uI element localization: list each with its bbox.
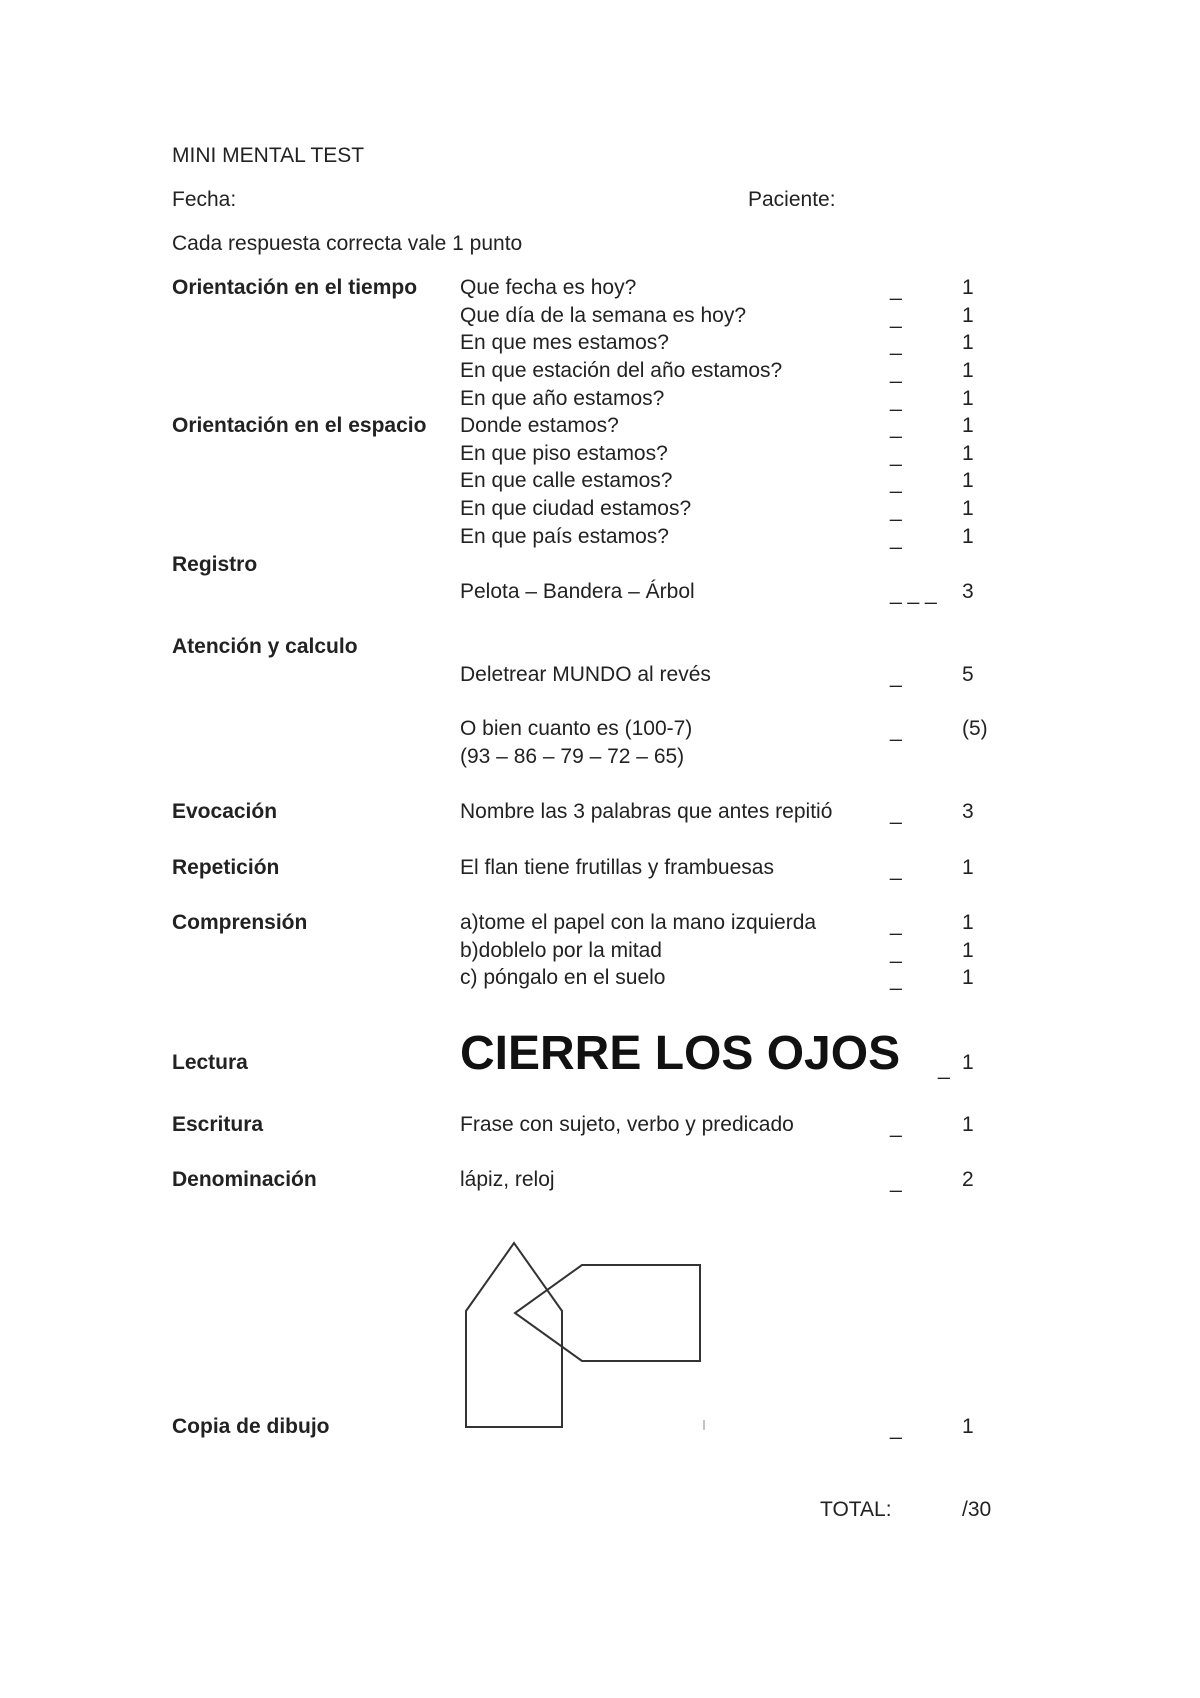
section-repeticion: Repetición bbox=[172, 856, 280, 879]
section-copia-dibujo: Copia de dibujo bbox=[172, 1415, 330, 1438]
points-value: 1 bbox=[962, 525, 974, 548]
answer-blank-triple[interactable]: _ _ _ bbox=[890, 582, 937, 605]
question-text: a)tome el papel con la mano izquierda bbox=[460, 911, 817, 934]
paciente-label: Paciente: bbox=[748, 188, 836, 211]
reading-instruction: CIERRE LOS OJOS bbox=[460, 1027, 901, 1080]
points-value: 1 bbox=[962, 966, 974, 989]
question-text: En que año estamos? bbox=[460, 387, 665, 410]
total-value: /30 bbox=[962, 1498, 992, 1521]
answer-blank[interactable]: _ bbox=[890, 471, 902, 494]
question-text: En que ciudad estamos? bbox=[460, 497, 692, 520]
answer-blank[interactable]: _ bbox=[890, 1417, 902, 1440]
question-text: Donde estamos? bbox=[460, 414, 619, 437]
fecha-label: Fecha: bbox=[172, 188, 237, 211]
section-lectura: Lectura bbox=[172, 1051, 248, 1074]
points-value: 1 bbox=[962, 414, 974, 437]
points-value: 1 bbox=[962, 497, 974, 520]
points-value: 1 bbox=[962, 359, 974, 382]
question-text: En que piso estamos? bbox=[460, 442, 668, 465]
answer-blank[interactable]: _ bbox=[890, 968, 902, 991]
answer-blank[interactable]: _ bbox=[890, 527, 902, 550]
points-value: 1 bbox=[962, 1113, 974, 1136]
section-atencion-calculo: Atención y calculo bbox=[172, 635, 358, 658]
points-value: 1 bbox=[962, 856, 974, 879]
points-value: 1 bbox=[962, 911, 974, 934]
question-text: c) póngalo en el suelo bbox=[460, 966, 666, 989]
question-text: Que fecha es hoy? bbox=[460, 276, 637, 299]
instruction-text: Cada respuesta correcta vale 1 punto bbox=[172, 232, 523, 255]
page-title: MINI MENTAL TEST bbox=[172, 144, 365, 167]
answer-blank[interactable]: _ bbox=[890, 1115, 902, 1138]
points-value: 1 bbox=[962, 276, 974, 299]
question-text: Deletrear MUNDO al revés bbox=[460, 663, 711, 686]
points-value: (5) bbox=[962, 717, 988, 740]
answer-blank[interactable]: _ bbox=[890, 361, 902, 384]
points-value: 2 bbox=[962, 1168, 974, 1191]
answer-blank[interactable]: _ bbox=[890, 333, 902, 356]
section-orientacion-espacio: Orientación en el espacio bbox=[172, 414, 427, 437]
points-value: 3 bbox=[962, 580, 974, 603]
question-text: En que mes estamos? bbox=[460, 331, 669, 354]
answer-blank[interactable]: _ bbox=[938, 1057, 950, 1080]
points-value: 3 bbox=[962, 800, 974, 823]
answer-blank[interactable]: _ bbox=[890, 858, 902, 881]
question-text: Que día de la semana es hoy? bbox=[460, 304, 747, 327]
answer-blank[interactable]: _ bbox=[890, 665, 902, 688]
answer-blank[interactable]: _ bbox=[890, 1170, 902, 1193]
points-value: 1 bbox=[962, 304, 974, 327]
section-comprension: Comprensión bbox=[172, 911, 308, 934]
question-text: En que calle estamos? bbox=[460, 469, 673, 492]
answer-blank[interactable]: _ bbox=[890, 306, 902, 329]
question-text: lápiz, reloj bbox=[460, 1168, 555, 1191]
section-registro: Registro bbox=[172, 553, 258, 576]
answer-blank[interactable]: _ bbox=[890, 416, 902, 439]
answer-blank[interactable]: _ bbox=[890, 941, 902, 964]
section-escritura: Escritura bbox=[172, 1113, 264, 1136]
total-label: TOTAL: bbox=[820, 1498, 892, 1521]
points-value: 1 bbox=[962, 1051, 974, 1074]
question-subtext: (93 – 86 – 79 – 72 – 65) bbox=[460, 745, 685, 768]
question-text: Nombre las 3 palabras que antes repitió bbox=[460, 800, 833, 823]
question-text: El flan tiene frutillas y frambuesas bbox=[460, 856, 774, 879]
question-text: Frase con sujeto, verbo y predicado bbox=[460, 1113, 794, 1136]
answer-blank[interactable]: _ bbox=[890, 913, 902, 936]
section-orientacion-tiempo: Orientación en el tiempo bbox=[172, 276, 418, 299]
points-value: 1 bbox=[962, 331, 974, 354]
points-value: 1 bbox=[962, 939, 974, 962]
points-value: 1 bbox=[962, 442, 974, 465]
pentagon-arrow-shape bbox=[515, 1265, 700, 1361]
question-text: En que estación del año estamos? bbox=[460, 359, 783, 382]
answer-blank[interactable]: _ bbox=[890, 499, 902, 522]
answer-blank[interactable]: _ bbox=[890, 802, 902, 825]
question-text: b)doblelo por la mitad bbox=[460, 939, 662, 962]
points-value: 5 bbox=[962, 663, 974, 686]
section-denominacion: Denominación bbox=[172, 1168, 317, 1191]
answer-blank[interactable]: _ bbox=[890, 719, 902, 742]
section-evocacion: Evocación bbox=[172, 800, 278, 823]
answer-blank[interactable]: _ bbox=[890, 278, 902, 301]
pentagon-house-shape bbox=[466, 1243, 562, 1427]
question-text: En que país estamos? bbox=[460, 525, 669, 548]
answer-blank[interactable]: _ bbox=[890, 444, 902, 467]
points-value: 1 bbox=[962, 1415, 974, 1438]
question-text: O bien cuanto es (100-7) bbox=[460, 717, 693, 740]
question-text: Pelota – Bandera – Árbol bbox=[460, 580, 695, 603]
points-value: 1 bbox=[962, 469, 974, 492]
points-value: 1 bbox=[962, 387, 974, 410]
answer-blank[interactable]: _ bbox=[890, 389, 902, 412]
